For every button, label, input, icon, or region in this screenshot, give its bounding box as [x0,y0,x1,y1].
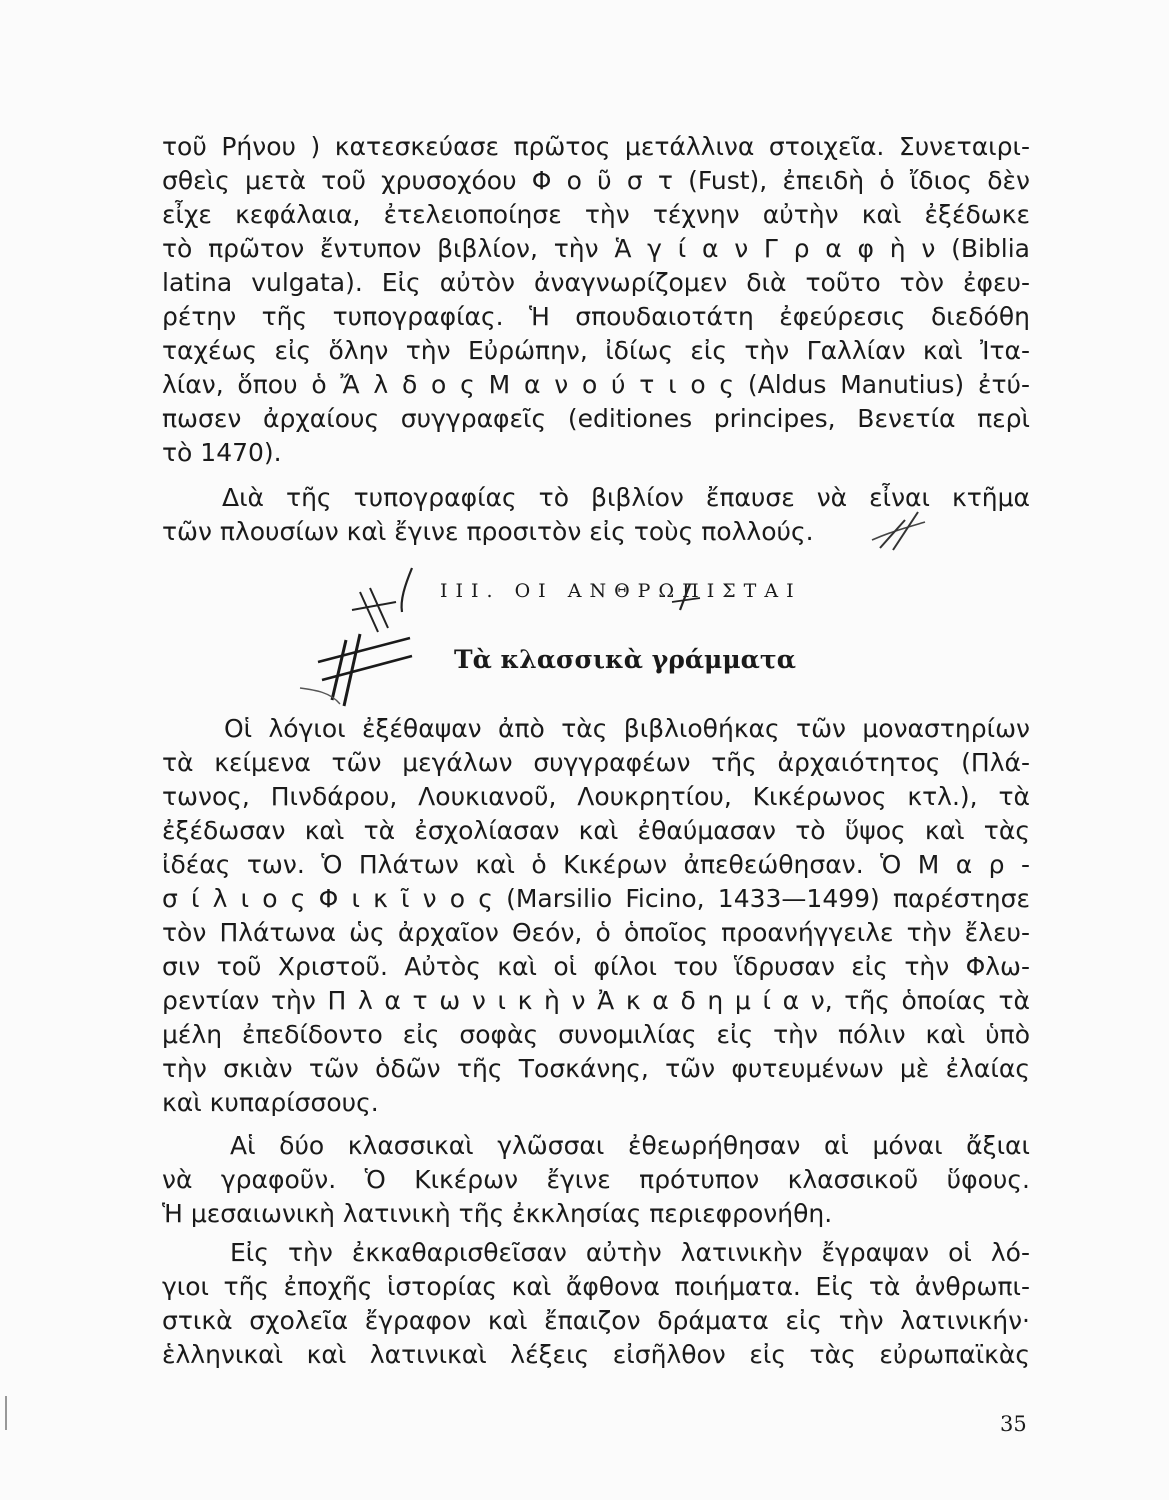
text-line: σθεὶς μετὰ τοῦ χρυσοχόου Φ ο ῦ σ τ (Fust), ἐπειδὴ ὁ ἴδιος δὲν [162,166,1030,195]
paragraph-humanist-scholars [162,712,1030,1120]
handwritten-stroke [344,634,360,706]
text-line: ἑλληνικαὶ καὶ λατινικαὶ λέξεις εἰσῆλθον εἰς τὰς εὐρωπαϊκὰς [162,1340,1030,1369]
text-line: Ἡ μεσαιωνικὴ λατινικὴ τῆς ἐκκλησίας περιεφρονήθη. [162,1199,833,1228]
handwritten-stroke [352,602,396,610]
text-line: εἶχε κεφάλαια, ἐτελειοποίησε τὴν τέχνην αὐτὴν καὶ ἐξέδωκε [162,200,1030,229]
text-line: τὸν Πλάτωνα ὡς ἀρχαῖον Θεόν, ὁ ὁποῖος προανήγγειλε τὴν ἔλευ- [162,918,1030,947]
text-line: Αἱ δύο κλασσικαὶ γλῶσσαι ἐθεωρήθησαν αἱ μόναι ἄξιαι [230,1131,1030,1160]
text-line: τωνος, Πινδάρου, Λουκιανοῦ, Λουκρητίου, Κικέρωνος κτλ.), τὰ [162,782,1030,811]
text-line: τὰ κείμενα τῶν μεγάλων συγγραφέων τῆς ἀρχαιότητος (Πλά- [162,748,1030,777]
text-line: τῶν πλουσίων καὶ ἔγινε προσιτὸν εἰς τοὺς πολλούς. [162,517,814,546]
text-line: ρεντίαν τὴν Π λ α τ ω ν ι κ ὴ ν Ἀ κ α δ η μ ί α ν, τῆς ὁποίας τὰ [162,986,1030,1015]
text-line: ἰδέας των. Ὁ Πλάτων καὶ ὁ Κικέρων ἀπεθεώθησαν. Ὁ Μ α ρ - [162,850,1030,879]
page-number: 35 [1000,1412,1027,1436]
section-subtitle: Τὰ κλασσικὰ γράμματα [454,645,796,674]
section-heading: III. ΟΙ ΑΝΘΡΩΠΙΣΤΑΙ [440,580,802,602]
text-line: πωσεν ἀρχαίους συγγραφεῖς (editiones principes, Βενετία περὶ [162,404,1030,433]
text-line: Διὰ τῆς τυπογραφίας τὸ βιβλίον ἔπαυσε νὰ εἶναι κτῆμα [222,483,1030,512]
paragraph-book-accessibility [162,481,1030,549]
text-line: τὸ 1470). [162,438,282,467]
text-line: τὴν σκιὰν τῶν ὁδῶν τῆς Τοσκάνης, τῶν φυτευμένων μὲ ἐλαίας [162,1054,1030,1083]
handwritten-stroke [360,592,378,632]
text-line: στικὰ σχολεῖα ἔγραφον καὶ ἔπαιζον δράματα εἰς τὴν λατινικήν· [162,1306,1030,1335]
text-line: ρέτην τῆς τυπογραφίας. Ἡ σπουδαιοτάτη ἐφεύρεσις διεδόθη [162,302,1030,331]
handwritten-stroke [370,588,388,628]
text-line: σ ί λ ι ο ς Φ ι κ ῖ ν ο ς (Marsilio Ficino, 1433—1499) παρέστησε [162,884,1030,913]
handwritten-stroke [402,568,412,612]
paragraph-classical-languages [162,1129,1030,1231]
text-line: λίαν, ὅπου ὁ Ἄ λ δ ο ς Μ α ν ο ύ τ ι ο ς (Aldus Manutius) ἐτύ- [162,370,1030,399]
text-line: γιοι τῆς ἐποχῆς ἱστορίας καὶ ἄφθονα ποιήματα. Εἰς τὰ ἀνθρωπι- [162,1272,1030,1301]
paragraph-latin-writings [162,1236,1030,1372]
text-line: Εἰς τὴν ἐκκαθαρισθεῖσαν αὐτὴν λατινικὴν ἔγραψαν οἱ λό- [230,1238,1030,1267]
text-line: καὶ κυπαρίσσους. [162,1088,379,1117]
text-line: σιν τοῦ Χριστοῦ. Αὐτὸς καὶ οἱ φίλοι του ἵδρυσαν εἰς τὴν Φλω- [162,952,1030,981]
text-line: μέλη ἐπεδίδοντο εἰς σοφὰς συνομιλίας εἰς τὴν πόλιν καὶ ὑπὸ [162,1020,1030,1049]
text-line: τὸ πρῶτον ἔντυπον βιβλίον, τὴν Ἁ γ ί α ν Γ ρ α φ ὴ ν (Biblia [162,234,1030,263]
text-line: τοῦ Ρήνου ) κατεσκεύασε πρῶτος μετάλλινα στοιχεῖα. Συνεταιρι- [162,132,1030,161]
handwritten-stroke [332,640,346,700]
text-line: ἐξέδωσαν καὶ τὰ ἐσχολίασαν καὶ ἐθαύμασαν τὸ ὕψος καὶ τὰς [162,816,1030,845]
text-line: Οἱ λόγιοι ἐξέθαψαν ἀπὸ τὰς βιβλιοθήκας τῶν μοναστηρίων [224,714,1030,743]
handwritten-stroke [322,656,412,680]
text-line: latina vulgata). Εἰς αὐτὸν ἀναγνωρίζομεν διὰ τοῦτο τὸν ἐφευ- [162,268,1030,297]
text-line: ταχέως εἰς ὅλην τὴν Εὐρώπην, ἰδίως εἰς τὴν Γαλλίαν καὶ Ἰτα- [162,336,1030,365]
paragraph-printing-invention [162,130,1030,470]
handwritten-stroke [300,688,340,704]
text-line: νὰ γραφοῦν. Ὁ Κικέρων ἔγινε πρότυπον κλασσικοῦ ὕφους. [162,1165,1030,1194]
handwritten-stroke [318,638,410,662]
